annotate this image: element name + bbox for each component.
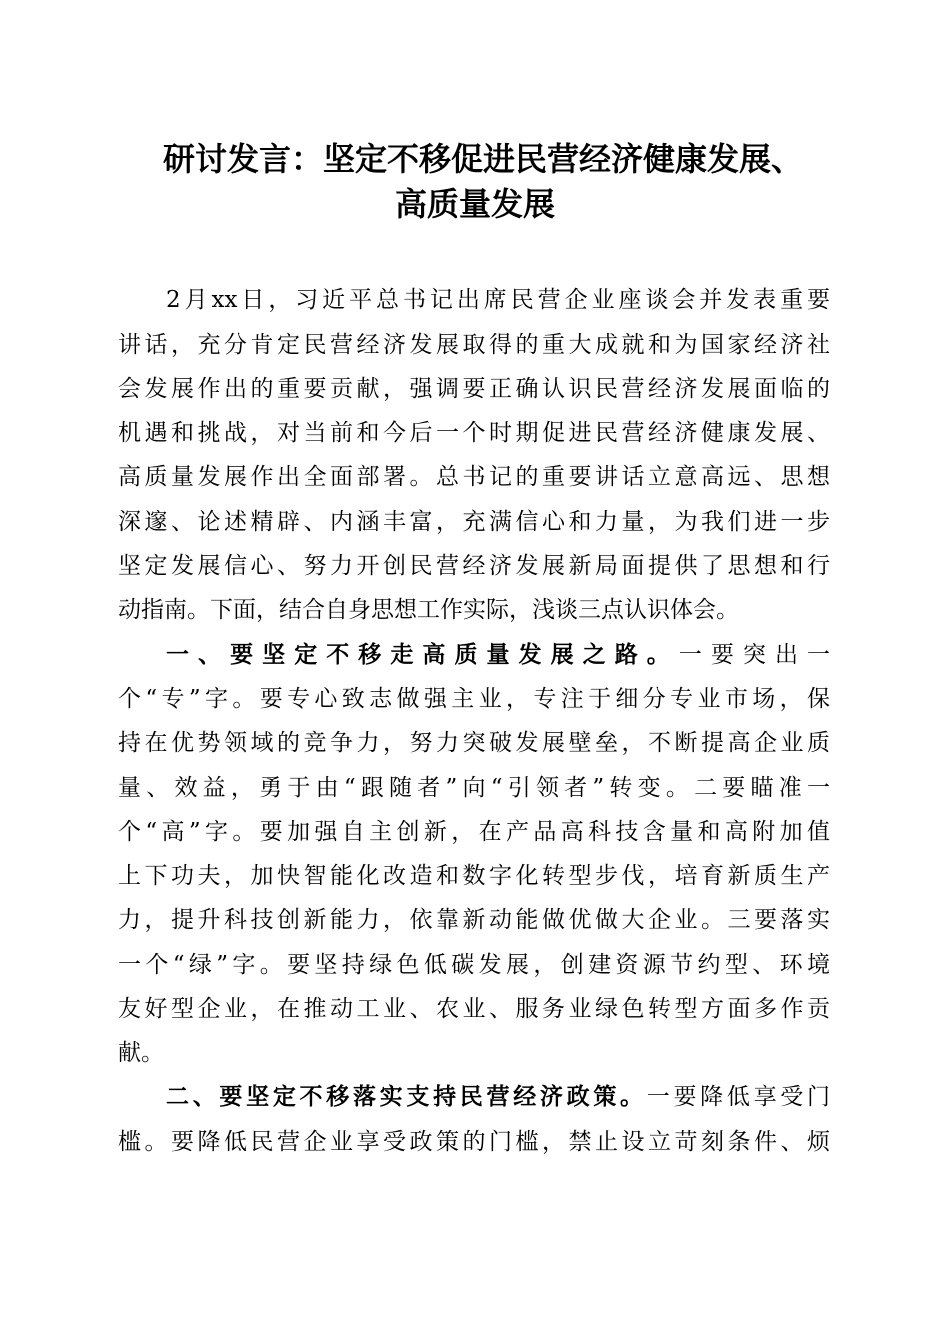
paragraph-line: 机遇和挑战，对当前和今后一个时期促进民营经济健康发展、 [118, 420, 830, 446]
paragraph-line: 会发展作出的重要贡献，强调要正确认识民营经济发展面临的 [118, 376, 830, 402]
paragraph-line: 上下功夫，加快智能化改造和数字化转型步伐，培育新质生产 [118, 863, 830, 889]
section-heading: 二、要坚定不移落实支持民营经济政策。 [166, 1083, 647, 1110]
paragraph-line: 槛。要降低民营企业享受政策的门槛，禁止设立苛刻条件、烦 [118, 1129, 830, 1155]
paragraph-line: 一个“绿”字。要坚持绿色低碳发展，创建资源节约型、环境 [118, 952, 830, 978]
paragraph-line: 坚定发展信心、努力开创民营经济发展新局面提供了思想和行 [118, 553, 830, 579]
paragraph-line: 持在优势领域的竞争力，努力突破发展壁垒，不断提高企业质 [118, 730, 830, 756]
paragraph-line: 深邃、论述精辟、内涵丰富，充满信心和力量，为我们进一步 [118, 509, 830, 535]
paragraph-line: 友好型企业，在推动工业、农业、服务业绿色转型方面多作贡 [118, 996, 830, 1022]
document-title-line-1: 研讨发言：坚定不移促进民营经济健康发展、 [162, 140, 803, 178]
paragraph-line: 讲话，充分肯定民营经济发展取得的重大成就和为国家经济社 [118, 332, 830, 358]
heading-continuation: 一要突出一 [678, 642, 831, 668]
paragraph-line: 个“专”字。要专心致志做强主业，专注于细分专业市场，保 [118, 686, 830, 712]
paragraph-line: 力，提升科技创新能力，依靠新动能做优做大企业。三要落实 [118, 907, 830, 933]
paragraph-line: 量、效益，勇于由“跟随者”向“引领者”转变。二要瞄准一 [118, 775, 830, 801]
paragraph-line: 个“高”字。要加强自主创新，在产品高科技含量和高附加值 [118, 819, 830, 845]
paragraph-line: 献。 [118, 1040, 164, 1066]
paragraph-line: 2月xx日，习近平总书记出席民营企业座谈会并发表重要 [166, 287, 830, 313]
heading-continuation: 一要降低享受门 [646, 1084, 831, 1110]
paragraph-line: 动指南。下面，结合自身思想工作实际，浅谈三点认识体会。 [118, 597, 739, 623]
paragraph-line [118, 1075, 830, 1119]
paragraph-line: 高质量发展作出全面部署。总书记的重要讲话立意高远、思想 [118, 464, 830, 490]
paragraph-line [118, 633, 830, 677]
section-heading: 一、要坚定不移走高质量发展之路。 [166, 641, 679, 668]
document-title-line-2: 高质量发展 [394, 185, 555, 223]
